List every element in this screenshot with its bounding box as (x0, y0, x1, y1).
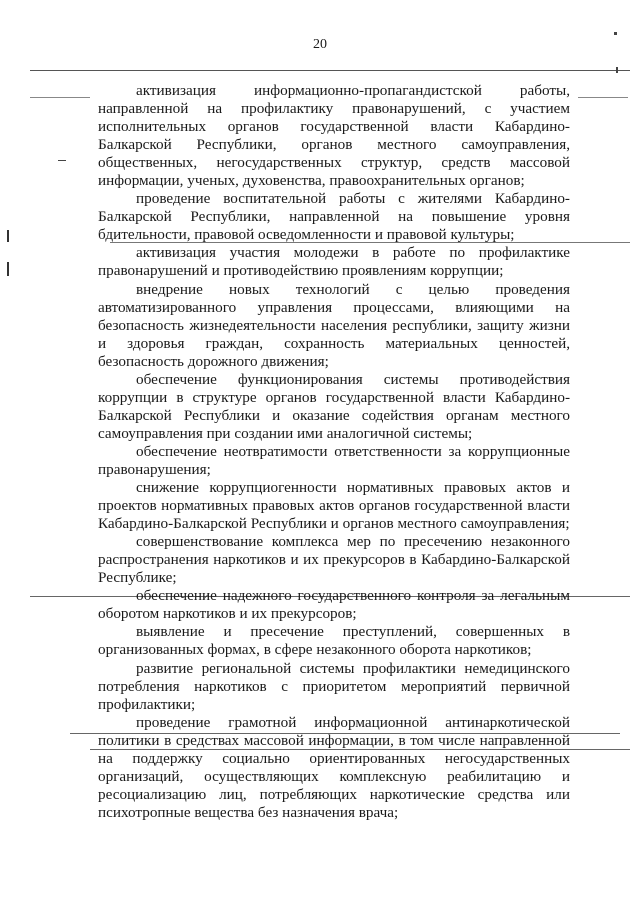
paragraph-12: проведение грамотной информационной антинаркотической политики в средствах массовой информации, в том числе направленной на поддержку социально ориентированных негосударственных организаций, осуществляющих комплексную реабилитацию и ресоциализацию лиц, потребляющих наркотические средства или психотропные вещества без назначения врача; (98, 713, 570, 821)
paragraph-5: обеспечение функционирования системы противодействия коррупции в структуре органов государственной власти Кабардино-Балкарской Республики и оказание содействия органам местного самоуправления при создании ими аналогичной системы; (98, 370, 570, 442)
scan-speck-3 (58, 160, 66, 161)
paragraph-1: активизация информационно-пропагандистской работы, направленной на профилактику правонарушений, с участием исполнительных органов государственной власти Кабардино-Балкарской Республики, органов местного самоуправления, общественных, негосударственных структур, средств массовой информации, ученых, духовенства, правоохранительных органов; (98, 82, 570, 190)
scan-line-margin-1 (30, 97, 90, 98)
scan-speck-2 (616, 67, 618, 73)
paragraph-2: проведение воспитательной работы с жителями Кабардино-Балкарской Республики, направленной на повышение уровня бдительности, правовой осведомленности и правовой культуры; (98, 190, 570, 244)
paragraph-6: обеспечение неотвратимости ответственности за коррупционные правонарушения; (98, 442, 570, 478)
scan-line-top (30, 70, 630, 71)
scan-speck-1 (614, 32, 617, 35)
paragraph-11: развитие региональной системы профилактики немедицинского потребления наркотиков с приоритетом мероприятий первичной профилактики; (98, 659, 570, 713)
paragraph-4: внедрение новых технологий с целью проведения автоматизированного управления процессами, влияющими на безопасность жизнедеятельности населения республики, защиту жизни и здоровья граждан, сохранность материальных ценностей, безопасность дорожного движения; (98, 280, 570, 370)
paragraph-10: выявление и пресечение преступлений, совершенных в организованных формах, в сфере незаконного оборота наркотиков; (98, 623, 570, 659)
scan-line-margin-2 (578, 97, 628, 98)
margin-mark-1 (7, 230, 9, 242)
page-number: 20 (313, 37, 327, 52)
margin-mark-2 (7, 262, 9, 276)
paragraph-8: совершенствование комплекса мер по пресечению незаконного распространения наркотиков и их прекурсоров в Кабардино-Балкарской Республике; (98, 533, 570, 587)
document-body (98, 82, 570, 822)
paragraph-7: снижение коррупциогенности нормативных правовых актов и проектов нормативных правовых актов органов государственной власти Кабардино-Балкарской Республики и органов местного самоуправления; (98, 479, 570, 533)
paragraph-3: активизация участия молодежи в работе по профилактике правонарушений и противодействию проявлениям коррупции; (98, 244, 570, 280)
paragraph-9: обеспечение надежного государственного контроля за легальным оборотом наркотиков и их прекурсоров; (98, 587, 570, 623)
